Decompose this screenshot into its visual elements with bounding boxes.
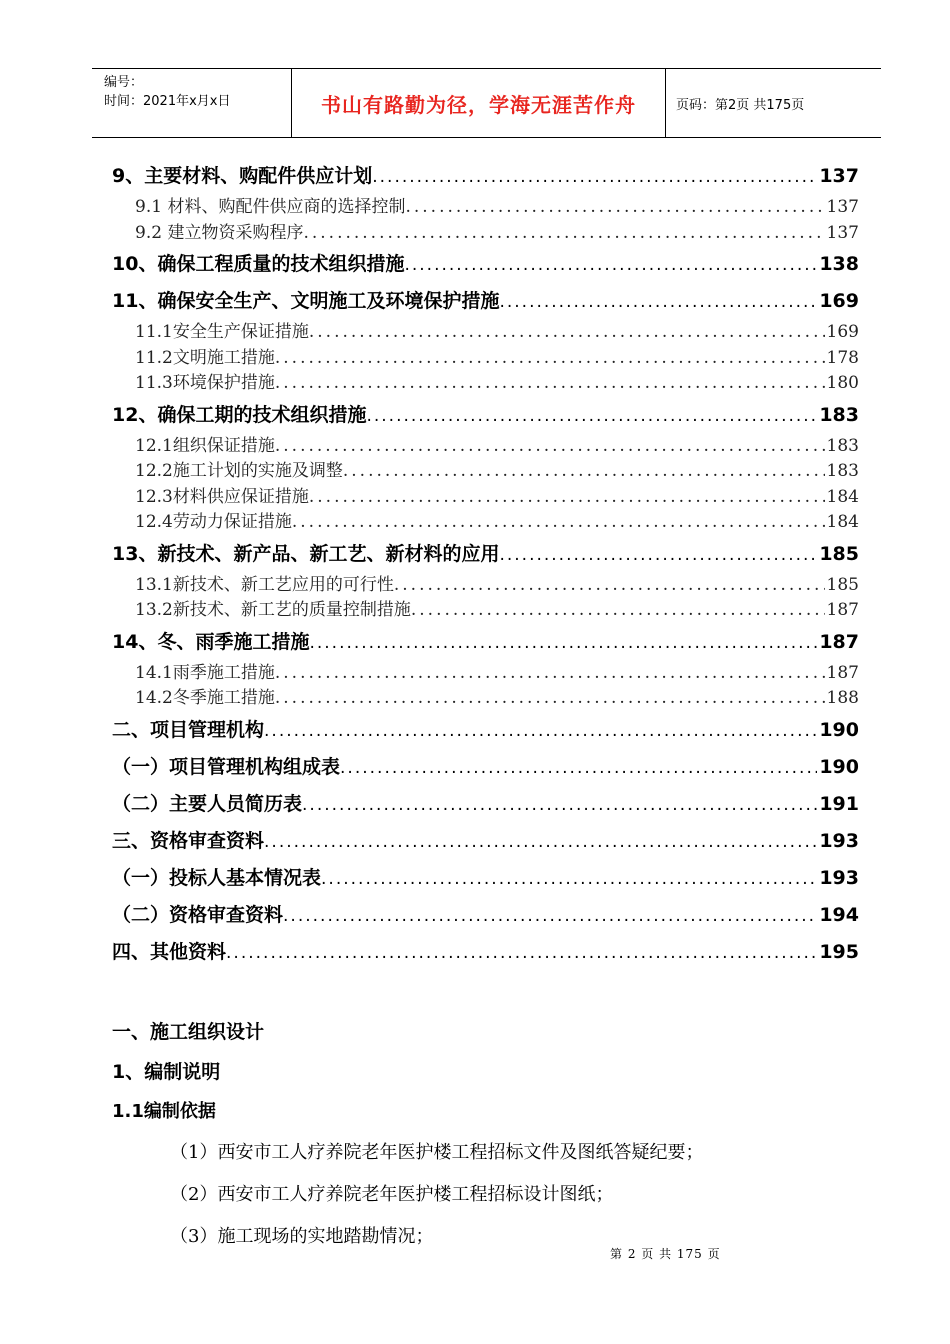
basis-item: （2）西安市工人疗养院老年医护楼工程招标设计图纸；: [170, 1184, 614, 1205]
toc-entry-title: （二）资格审查资料: [112, 903, 284, 926]
toc-page-number: 183: [826, 435, 859, 456]
toc-page-number: 183: [826, 461, 859, 481]
toc-entry[interactable]: [112, 823, 859, 860]
toc-entry-title: 14.1雨季施工措施: [135, 662, 275, 683]
toc-entry[interactable]: [112, 860, 859, 897]
toc-leader-dots: [303, 221, 824, 247]
toc-page-number: 137: [826, 197, 859, 217]
table-of-contents: [112, 158, 859, 971]
toc-page-number: 194: [819, 903, 859, 926]
toc-subentry[interactable]: [112, 598, 859, 624]
toc-leader-dots: [321, 861, 817, 897]
toc-entry-title: 13、新技术、新产品、新工艺、新材料的应用: [112, 542, 500, 565]
toc-entry[interactable]: [112, 158, 859, 195]
toc-page-number: 180: [826, 373, 859, 393]
toc-subentry[interactable]: [112, 371, 859, 397]
toc-leader-dots: [366, 398, 817, 434]
toc-page-number: 185: [826, 574, 859, 595]
toc-entry-title: 12、确保工期的技术组织措施: [112, 403, 367, 426]
toc-entry-title: 四、其他资料: [112, 940, 227, 963]
toc-page-number: 190: [819, 718, 859, 741]
toc-page-number: 184: [826, 486, 859, 507]
subsection-heading: 1、编制说明: [112, 1061, 221, 1083]
toc-page-number: 169: [819, 290, 859, 312]
header-page-info: 页码：第2页 共175页: [676, 97, 805, 113]
toc-entry-title: （一）项目管理机构组成表: [112, 755, 341, 778]
header-meta: [92, 69, 292, 137]
toc-page-number: 178: [826, 347, 859, 368]
toc-entry-title: 14、冬、雨季施工措施: [112, 630, 310, 653]
toc-page-number: 188: [826, 688, 859, 708]
toc-entry-title: 12.1组织保证措施: [135, 435, 275, 456]
toc-entry[interactable]: [112, 712, 859, 749]
toc-subentry[interactable]: [112, 686, 859, 712]
toc-leader-dots: [275, 346, 825, 372]
toc-page-number: 191: [819, 792, 859, 815]
toc-page-number: 137: [819, 165, 859, 187]
toc-leader-dots: [275, 434, 825, 460]
toc-page-number: 195: [819, 940, 859, 963]
toc-entry[interactable]: [112, 749, 859, 786]
toc-leader-dots: [309, 625, 817, 661]
section-heading: 一、施工组织设计: [112, 1021, 265, 1043]
page-header: [92, 68, 881, 138]
basis-item: （3）施工现场的实地踏勘情况；: [170, 1226, 434, 1247]
toc-subentry[interactable]: [112, 320, 859, 346]
toc-leader-dots: [275, 371, 825, 397]
toc-entry[interactable]: [112, 246, 859, 283]
toc-leader-dots: [404, 247, 817, 283]
toc-entry-title: 11.2文明施工措施: [135, 347, 275, 368]
toc-leader-dots: [292, 510, 825, 536]
toc-leader-dots: [264, 713, 817, 749]
toc-subentry[interactable]: [112, 346, 859, 372]
toc-entry[interactable]: [112, 624, 859, 661]
toc-leader-dots: [302, 787, 817, 823]
toc-leader-dots: [275, 686, 825, 712]
basis-item: （1）西安市工人疗养院老年医护楼工程招标文件及图纸答疑纪要；: [170, 1142, 704, 1163]
page-footer: 第 2 页 共 175 页: [610, 1247, 721, 1261]
toc-leader-dots: [499, 537, 817, 573]
toc-entry-title: 10、确保工程质量的技术组织措施: [112, 253, 405, 275]
toc-page-number: 193: [819, 829, 859, 852]
toc-page-number: 187: [826, 600, 859, 620]
toc-subentry[interactable]: [112, 510, 859, 536]
toc-entry-title: 11.3环境保护措施: [135, 373, 275, 393]
toc-subentry[interactable]: [112, 195, 859, 221]
toc-entry-title: 9、主要材料、购配件供应计划: [112, 165, 373, 187]
toc-entry-title: 12.2施工计划的实施及调整: [135, 461, 343, 481]
toc-entry-title: 12.3材料供应保证措施: [135, 486, 309, 507]
toc-page-number: 183: [819, 403, 859, 426]
toc-subentry[interactable]: [112, 434, 859, 460]
toc-subentry[interactable]: [112, 661, 859, 687]
toc-entry-title: （二）主要人员简历表: [112, 792, 303, 815]
toc-entry[interactable]: [112, 536, 859, 573]
toc-entry-title: 13.1新技术、新工艺应用的可行性: [135, 574, 394, 595]
toc-entry-title: 二、项目管理机构: [112, 718, 265, 741]
toc-leader-dots: [394, 573, 825, 599]
document-time-label: 时间：2021年x月x日: [104, 94, 231, 109]
toc-leader-dots: [372, 159, 817, 195]
document-number-label: 编号：: [104, 75, 144, 90]
toc-leader-dots: [405, 195, 824, 221]
toc-entry-title: 三、资格审查资料: [112, 829, 265, 852]
toc-subentry[interactable]: [112, 573, 859, 599]
toc-page-number: 169: [826, 322, 859, 342]
toc-entry[interactable]: [112, 397, 859, 434]
toc-page-number: 138: [819, 253, 859, 275]
toc-page-number: 187: [826, 662, 859, 683]
toc-entry[interactable]: [112, 934, 859, 971]
toc-leader-dots: [264, 824, 817, 860]
toc-entry[interactable]: [112, 786, 859, 823]
toc-leader-dots: [283, 898, 817, 934]
toc-entry-title: 13.2新技术、新工艺的质量控制措施: [135, 600, 411, 620]
subsubsection-heading: 1.1编制依据: [112, 1101, 216, 1122]
toc-leader-dots: [411, 598, 825, 624]
toc-leader-dots: [499, 284, 817, 320]
toc-entry-title: 9.2 建立物资采购程序: [135, 222, 304, 243]
toc-entry[interactable]: [112, 283, 859, 320]
toc-page-number: 193: [819, 866, 859, 889]
header-motto: 书山有路勤为径，学海无涯苦作舟: [292, 69, 666, 137]
toc-page-number: 190: [819, 755, 859, 778]
toc-page-number: 184: [826, 512, 859, 532]
toc-leader-dots: [309, 320, 825, 346]
toc-page-number: 137: [826, 222, 859, 243]
toc-entry-title: 11.1安全生产保证措施: [135, 322, 309, 342]
toc-subentry[interactable]: [112, 485, 859, 511]
toc-entry-title: （一）投标人基本情况表: [112, 866, 322, 889]
toc-entry[interactable]: [112, 897, 859, 934]
toc-leader-dots: [226, 935, 817, 971]
toc-subentry[interactable]: [112, 459, 859, 485]
toc-entry-title: 9.1 材料、购配件供应商的选择控制: [135, 197, 406, 217]
document-body: [112, 1012, 862, 1258]
toc-leader-dots: [340, 750, 817, 786]
toc-page-number: 185: [819, 542, 859, 565]
toc-entry-title: 12.4劳动力保证措施: [135, 512, 292, 532]
toc-leader-dots: [309, 485, 825, 511]
toc-page-number: 187: [819, 630, 859, 653]
toc-subentry[interactable]: [112, 221, 859, 247]
toc-entry-title: 11、确保安全生产、文明施工及环境保护措施: [112, 290, 500, 312]
toc-leader-dots: [275, 661, 825, 687]
toc-entry-title: 14.2冬季施工措施: [135, 688, 275, 708]
toc-leader-dots: [343, 459, 825, 485]
